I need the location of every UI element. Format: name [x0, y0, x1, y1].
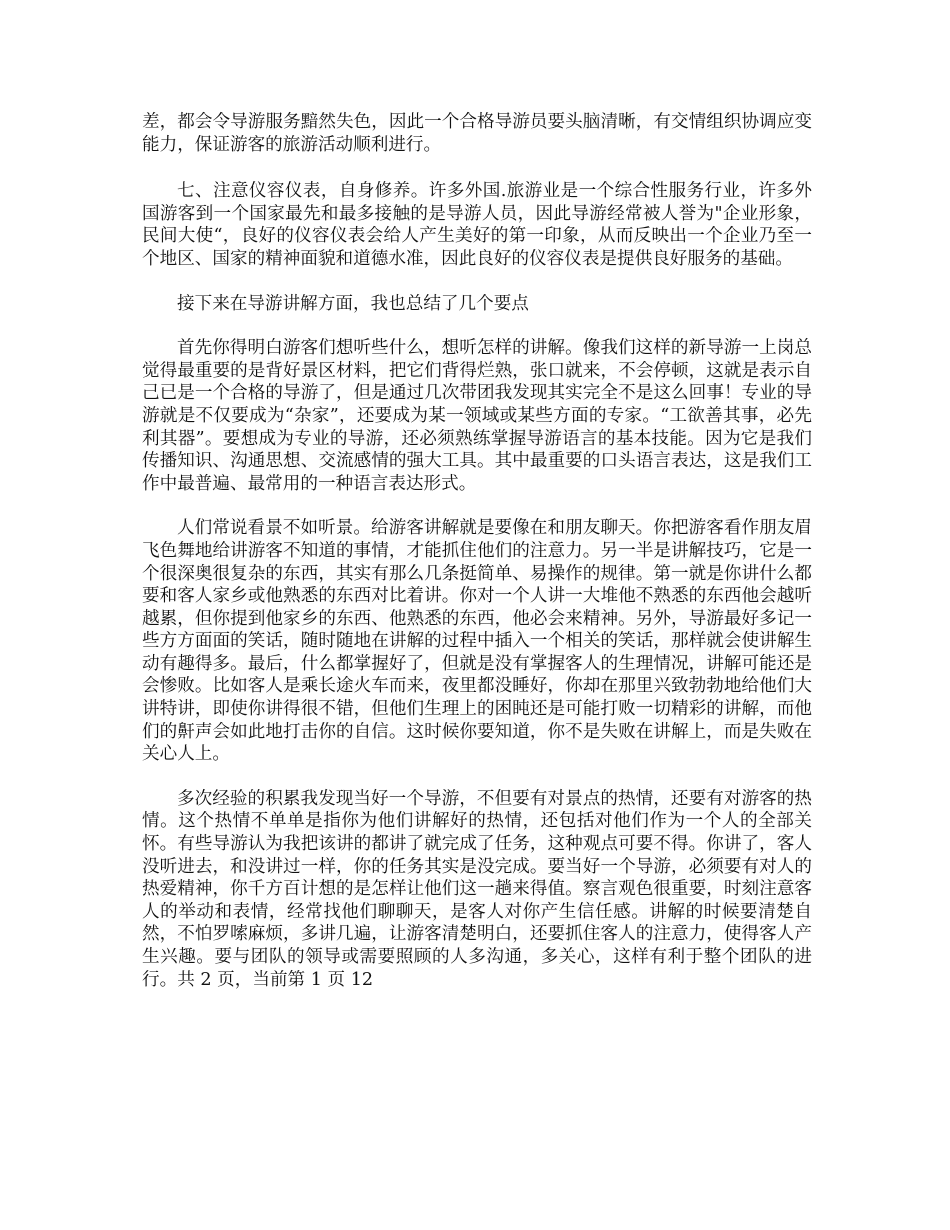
paragraph-understand-tourists: 首先你得明白游客们想听些什么，想听怎样的讲解。像我们这样的新导游一上岗总觉得最重要的是背好景区材料，把它们背得烂熟，张口就来，不会停顿，这就是表示自己已是一个合格的导游了，但是通过几次带团我发现其实完全不是这么回事！专业的导游就是不仅要成为“杂家”，还要成为某一领域或某些方面的专家。“工欲善其事，必先利其器”。要想成为专业的导游，还必须熟练掌握导游语言的基本技能。因为它是我们传播知识、沟通思想、交流感情的强大工具。其中最重要的口头语言表达，这是我们工作中最普遍、最常用的一种语言表达形式。 [142, 338, 812, 494]
document-page [142, 111, 812, 1013]
paragraph-continuation: 差，都会令导游服务黯然失色，因此一个合格导游员要头脑清晰，有交情组织协调应变能力，保证游客的旅游活动顺利进行。 [142, 112, 812, 155]
paragraph-appearance: 七、注意仪容仪表，自身修养。许多外国.旅游业是一个综合性服务行业，许多外国游客到一个国家最先和最多接触的是导游人员，因此导游经常被人誉为"企业形象，民间大使“，良好的仪容仪表会给人产生美好的第一印象，从而反映出一个企业乃至一个地区、国家的精神面貌和道德水准，因此良好的仪容仪表是提供良好服务的基础。 [142, 181, 812, 269]
paragraph-intro: 接下来在导游讲解方面，我也总结了几个要点 [177, 293, 529, 314]
paragraph-explanation-skills: 人们常说看景不如听景。给游客讲解就是要像在和朋友聊天。你把游客看作朋友眉飞色舞地给讲游客不知道的事情，才能抓住他们的注意力。另一半是讲解技巧，它是一个很深奥很复杂的东西，其实有那么几条挺简单、易操作的规律。第一就是你讲什么都要和客人家乡或他熟悉的东西对比着讲。你对一个人讲一大堆他不熟悉的东西他会越听越累，但你提到他家乡的东西、他熟悉的东西，他必会来精神。另外，导游最好多记一些方方面面的笑话，随时随地在讲解的过程中插入一个相关的笑话，那样就会使讲解生动有趣得多。最后，什么都掌握好了，但就是没有掌握客人的生理情况，讲解可能还是会惨败。比如客人是乘长途火车而来，夜里都没睡好，你却在那里兴致勃勃地给他们大讲特讲，即使你讲得很不错，但他们生理上的困盹还是可能打败一切精彩的讲解，而他们的鼾声会如此地打击你的自信。这时候你要知道，你不是失败在讲解上，而是失败在关心人上。 [142, 518, 812, 765]
paragraph-experience: 多次经验的积累我发现当好一个导游，不但要有对景点的热情，还要有对游客的热情。这个热情不单单是指你为他们讲解好的热情，还包括对他们作为一个人的全部关怀。有些导游认为我把该讲的都讲了就完成了任务，这种观点可要不得。你讲了，客人没听进去，和没讲过一样，你的任务其实是没完成。要当好一个导游，必须要有对人的热爱精神，你千方百计想的是怎样让他们这一趟来得值。察言观色很重要，时刻注意客人的举动和表情，经常找他们聊聊天，是客人对你产生信任感。讲解的时候要清楚自然，不怕罗嗦麻烦，多讲几遍，让游客清楚明白，还要抓住客人的注意力，使得客人产生兴趣。要与团队的领导或需要照顾的人多沟通，多关心，这样有利于整个团队的进行。共 2 页，当前第 1 页 12 [142, 788, 812, 990]
